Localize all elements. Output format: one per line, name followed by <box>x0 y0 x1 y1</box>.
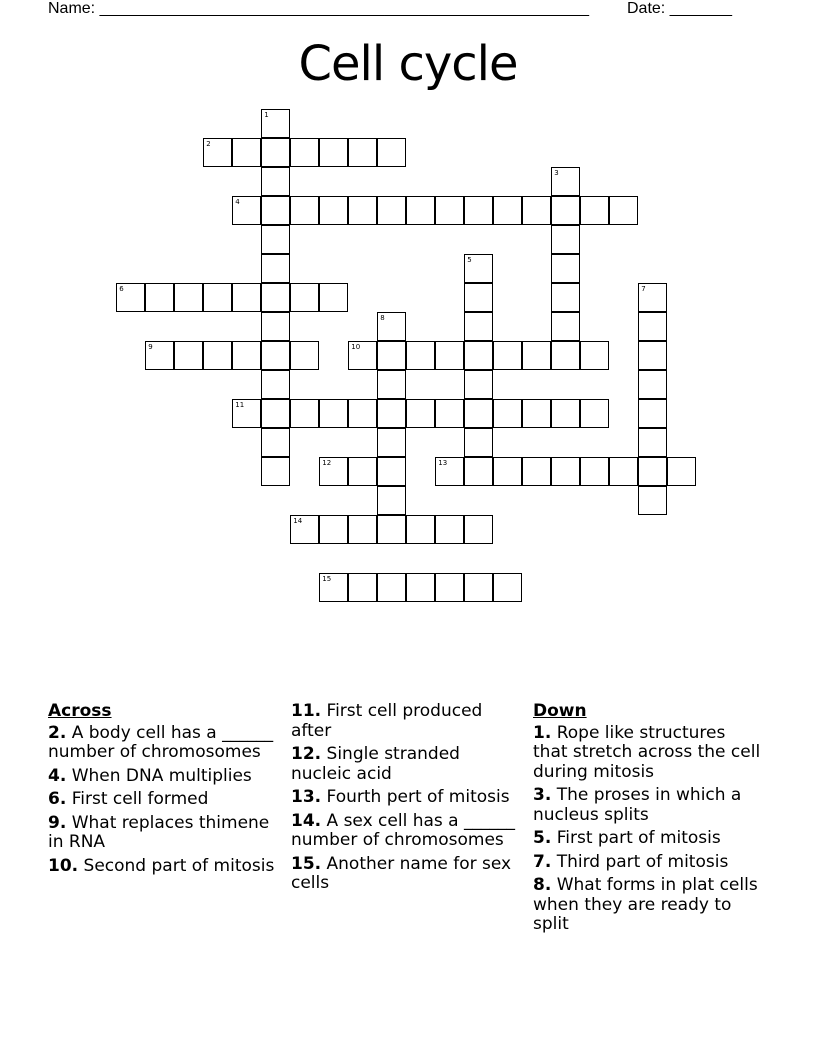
crossword-cell[interactable] <box>348 399 377 428</box>
crossword-cell[interactable] <box>232 283 261 312</box>
crossword-cell[interactable] <box>435 515 464 544</box>
crossword-cell[interactable] <box>261 196 290 225</box>
crossword-cell[interactable] <box>435 399 464 428</box>
crossword-cell[interactable] <box>261 341 290 370</box>
cell-number: 12 <box>322 459 332 468</box>
crossword-cell[interactable] <box>638 486 667 515</box>
crossword-cell[interactable] <box>638 341 667 370</box>
crossword-cell[interactable] <box>290 138 319 167</box>
clue-number: 11. <box>291 701 322 721</box>
crossword-cell[interactable] <box>522 196 551 225</box>
crossword-cell[interactable] <box>435 341 464 370</box>
crossword-cell[interactable] <box>348 515 377 544</box>
cell-number: 1 <box>264 111 269 120</box>
crossword-cell[interactable] <box>638 457 667 486</box>
crossword-cell[interactable] <box>493 341 522 370</box>
crossword-cell[interactable] <box>609 196 638 225</box>
crossword-cell[interactable] <box>551 341 580 370</box>
crossword-cell[interactable] <box>522 341 551 370</box>
crossword-cell[interactable] <box>261 138 290 167</box>
crossword-cell[interactable] <box>406 573 435 602</box>
crossword-cell[interactable] <box>464 573 493 602</box>
cell-number: 10 <box>351 343 361 352</box>
crossword-grid <box>117 110 717 610</box>
crossword-cell[interactable] <box>261 109 290 138</box>
crossword-cell[interactable] <box>638 312 667 341</box>
crossword-cell[interactable] <box>406 399 435 428</box>
crossword-cell[interactable] <box>377 457 406 486</box>
crossword-cell[interactable] <box>522 457 551 486</box>
page-title: Cell cycle <box>298 36 518 92</box>
crossword-cell[interactable] <box>667 457 696 486</box>
crossword-cell[interactable] <box>377 515 406 544</box>
crossword-cell[interactable] <box>464 399 493 428</box>
crossword-cell[interactable] <box>406 341 435 370</box>
cell-number: 9 <box>148 343 153 352</box>
crossword-cell[interactable] <box>232 196 261 225</box>
crossword-cell[interactable] <box>203 283 232 312</box>
clue-across-10 <box>48 857 278 877</box>
crossword-cell[interactable] <box>464 312 493 341</box>
crossword-cell[interactable] <box>319 515 348 544</box>
clue-across-14 <box>291 812 521 851</box>
clue-number: 6. <box>48 789 67 809</box>
cell-number: 7 <box>641 285 646 294</box>
crossword-cell[interactable] <box>493 573 522 602</box>
cell-number: 8 <box>380 314 385 323</box>
clue-number: 5. <box>533 828 552 848</box>
clue-across-9 <box>48 814 278 853</box>
crossword-cell[interactable] <box>522 399 551 428</box>
crossword-cell[interactable] <box>261 312 290 341</box>
crossword-cell[interactable] <box>464 283 493 312</box>
crossword-cell[interactable] <box>145 341 174 370</box>
crossword-cell[interactable] <box>464 196 493 225</box>
clue-number: 9. <box>48 812 67 833</box>
crossword-cell[interactable] <box>638 370 667 399</box>
crossword-cell[interactable] <box>377 138 406 167</box>
crossword-cell[interactable] <box>377 196 406 225</box>
crossword-cell[interactable] <box>377 399 406 428</box>
date-field-label: Date: _______ <box>627 0 732 17</box>
crossword-cell[interactable] <box>348 573 377 602</box>
crossword-cell[interactable] <box>319 573 348 602</box>
crossword-cell[interactable] <box>551 254 580 283</box>
clue-number: 14. <box>291 810 322 831</box>
crossword-cell[interactable] <box>638 428 667 457</box>
crossword-cell[interactable] <box>551 399 580 428</box>
clue-across-12 <box>291 745 521 784</box>
clue-text: First cell formed <box>71 789 209 809</box>
crossword-cell[interactable] <box>232 138 261 167</box>
crossword-cell[interactable] <box>551 167 580 196</box>
crossword-cell[interactable] <box>377 341 406 370</box>
clue-text: The proses in which a nucleus splits <box>533 785 742 825</box>
clue-text: Single stranded nucleic acid <box>291 744 460 784</box>
crossword-cell[interactable] <box>290 399 319 428</box>
across-clues-column-1 <box>48 702 278 880</box>
cell-number: 6 <box>119 285 124 294</box>
crossword-cell[interactable] <box>319 399 348 428</box>
cell-number: 3 <box>554 169 559 178</box>
crossword-cell[interactable] <box>638 399 667 428</box>
clue-text: A body cell has a ______ number of chromosomes <box>48 722 274 762</box>
crossword-cell[interactable] <box>464 254 493 283</box>
crossword-cell[interactable] <box>406 515 435 544</box>
name-field-label: Name: _______________________________________________________ <box>48 0 589 17</box>
crossword-cell[interactable] <box>580 196 609 225</box>
crossword-cell[interactable] <box>348 138 377 167</box>
crossword-cell[interactable] <box>638 283 667 312</box>
cell-number: 5 <box>467 256 472 265</box>
crossword-cell[interactable] <box>435 573 464 602</box>
clue-down-1 <box>533 724 763 783</box>
crossword-cell[interactable] <box>464 370 493 399</box>
clue-across-13 <box>291 788 521 808</box>
crossword-cell[interactable] <box>116 283 145 312</box>
clue-number: 1. <box>533 722 552 743</box>
crossword-cell[interactable] <box>319 283 348 312</box>
clue-down-8 <box>533 876 763 935</box>
crossword-cell[interactable] <box>580 341 609 370</box>
crossword-cell[interactable] <box>464 428 493 457</box>
crossword-cell[interactable] <box>319 138 348 167</box>
clue-text: Fourth pert of mitosis <box>326 787 510 807</box>
crossword-cell[interactable] <box>609 457 638 486</box>
crossword-cell[interactable] <box>493 196 522 225</box>
crossword-cell[interactable] <box>290 196 319 225</box>
across-clues-column-2 <box>291 702 521 898</box>
clue-number: 3. <box>533 785 552 805</box>
clue-across-15 <box>291 855 521 894</box>
crossword-cell[interactable] <box>551 225 580 254</box>
clue-across-11 <box>291 702 521 741</box>
crossword-cell[interactable] <box>377 486 406 515</box>
clue-number: 2. <box>48 722 67 743</box>
clue-text: A sex cell has a ______ number of chromosomes <box>291 810 515 850</box>
crossword-cell[interactable] <box>348 196 377 225</box>
down-clues-column <box>533 702 763 939</box>
crossword-cell[interactable] <box>406 196 435 225</box>
crossword-cell[interactable] <box>174 341 203 370</box>
crossword-cell[interactable] <box>174 283 203 312</box>
crossword-cell[interactable] <box>203 138 232 167</box>
crossword-cell[interactable] <box>261 254 290 283</box>
crossword-cell[interactable] <box>464 457 493 486</box>
crossword-cell[interactable] <box>377 370 406 399</box>
crossword-cell[interactable] <box>551 196 580 225</box>
crossword-cell[interactable] <box>348 341 377 370</box>
clue-number: 8. <box>533 875 552 895</box>
clue-number: 4. <box>48 765 67 786</box>
clue-down-5 <box>533 829 763 849</box>
down-heading: Down <box>533 701 587 721</box>
crossword-cell[interactable] <box>261 428 290 457</box>
crossword-cell[interactable] <box>435 196 464 225</box>
crossword-cell[interactable] <box>493 399 522 428</box>
clue-number: 13. <box>291 787 322 807</box>
crossword-cell[interactable] <box>377 428 406 457</box>
crossword-cell[interactable] <box>580 457 609 486</box>
clue-text: First part of mitosis <box>556 828 721 848</box>
crossword-cell[interactable] <box>348 457 377 486</box>
crossword-cell[interactable] <box>319 196 348 225</box>
crossword-cell[interactable] <box>261 167 290 196</box>
clue-down-7 <box>533 853 763 873</box>
crossword-cell[interactable] <box>261 399 290 428</box>
crossword-cell[interactable] <box>580 399 609 428</box>
cell-number: 2 <box>206 140 211 149</box>
clue-number: 10. <box>48 855 79 876</box>
crossword-cell[interactable] <box>145 283 174 312</box>
crossword-cell[interactable] <box>261 457 290 486</box>
crossword-cell[interactable] <box>377 573 406 602</box>
clue-text: Another name for sex cells <box>291 853 512 893</box>
clue-down-3 <box>533 786 763 825</box>
crossword-cell[interactable] <box>435 457 464 486</box>
clue-text: What replaces thimene in RNA <box>48 812 270 852</box>
crossword-cell[interactable] <box>290 515 319 544</box>
clue-text: What forms in plat cells when they are ready to split <box>533 875 758 934</box>
crossword-cell[interactable] <box>377 312 406 341</box>
crossword-cell[interactable] <box>232 341 261 370</box>
clue-text: First cell produced after <box>291 701 483 741</box>
cell-number: 14 <box>293 517 303 526</box>
crossword-cell[interactable] <box>261 370 290 399</box>
crossword-cell[interactable] <box>232 399 261 428</box>
crossword-cell[interactable] <box>290 283 319 312</box>
crossword-cell[interactable] <box>464 515 493 544</box>
crossword-cell[interactable] <box>261 283 290 312</box>
clue-across-6 <box>48 790 278 810</box>
crossword-cell[interactable] <box>319 457 348 486</box>
crossword-cell[interactable] <box>551 283 580 312</box>
cell-number: 13 <box>438 459 448 468</box>
across-heading: Across <box>48 701 112 721</box>
clue-text: When DNA multiplies <box>71 765 252 786</box>
clue-across-4 <box>48 767 278 787</box>
clue-number: 15. <box>291 853 322 874</box>
crossword-cell[interactable] <box>261 225 290 254</box>
crossword-cell[interactable] <box>551 312 580 341</box>
crossword-cell[interactable] <box>464 341 493 370</box>
crossword-cell[interactable] <box>493 457 522 486</box>
crossword-cell[interactable] <box>551 457 580 486</box>
clue-number: 7. <box>533 851 552 872</box>
clue-text: Rope like structures that stretch across the cell during mitosis <box>533 722 761 782</box>
clue-text: Third part of mitosis <box>556 851 729 872</box>
cell-number: 4 <box>235 198 240 207</box>
crossword-cell[interactable] <box>203 341 232 370</box>
cell-number: 15 <box>322 575 332 584</box>
clue-text: Second part of mitosis <box>83 855 275 876</box>
crossword-cell[interactable] <box>290 341 319 370</box>
clue-across-2 <box>48 724 278 763</box>
clue-number: 12. <box>291 744 322 764</box>
cell-number: 11 <box>235 401 245 410</box>
